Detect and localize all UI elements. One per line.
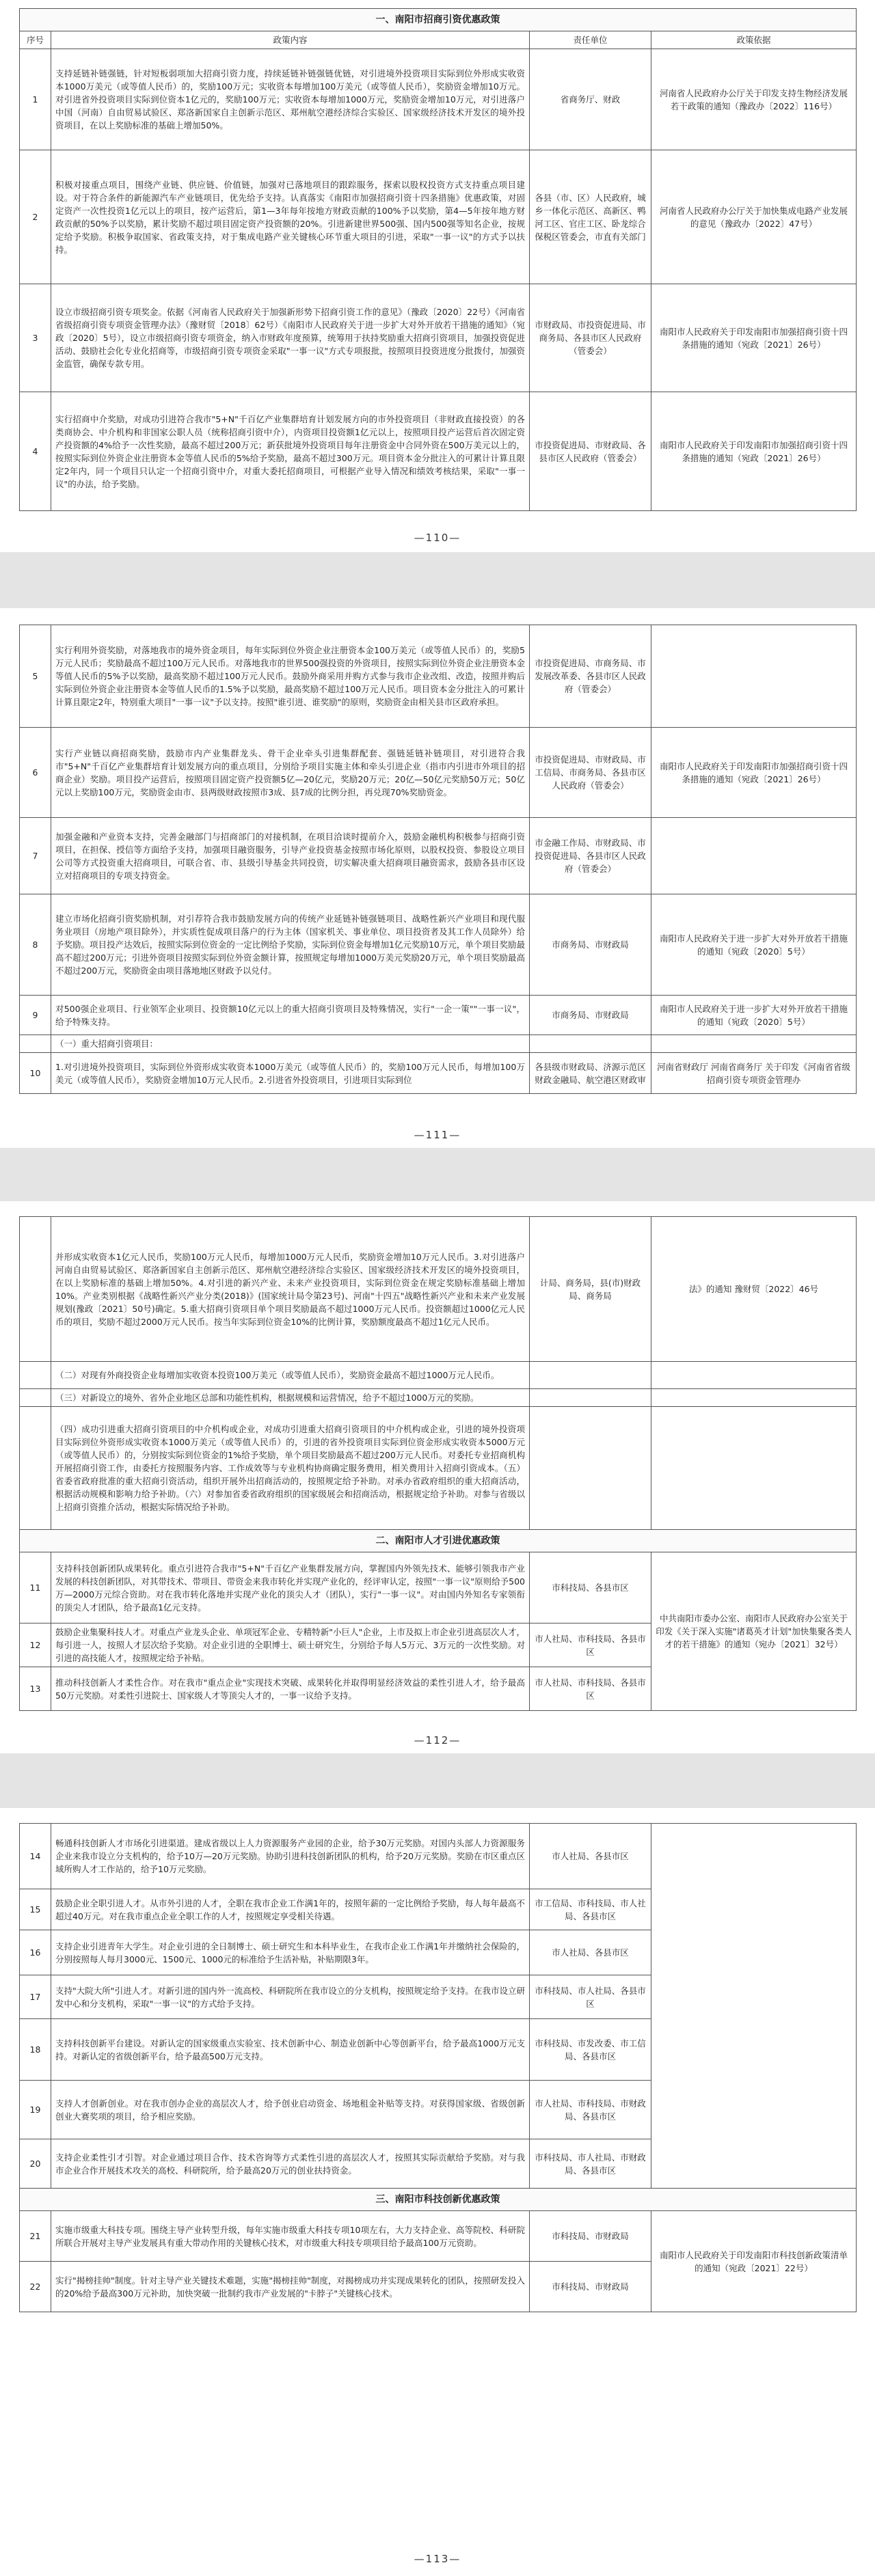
row-no: 8 (20, 894, 51, 996)
row-unit: 计局、商务局，县(市)财政局、商务局 (530, 1217, 651, 1362)
row-basis: 法》的通知 豫财贸〔2022〕46号 (651, 1217, 857, 1362)
row-unit (530, 1407, 651, 1530)
row-content: 实行"揭榜挂帅"制度。针对主导产业关键技术难题，实施"揭榜挂帅"制度，对揭榜成功并实现成果转化的团队，按照研发投入的20%给予最高300万元补助，加快突破一批制约我市产业发展的"卡脖子"关键核心技术。 (51, 2262, 530, 2312)
row-basis (651, 1035, 857, 1053)
row-no: 4 (20, 392, 51, 511)
row-basis: 南阳市人民政府关于进一步扩大对外开放若干措施的通知（宛政〔2020〕5号） (651, 996, 857, 1035)
row-basis (651, 1362, 857, 1389)
row-content: 对500强企业项目、行业领军企业项目、投资额10亿元以上的重大招商引资项目及特殊情况，实行"一企一策""一事一议"，给予特殊支持。 (51, 996, 530, 1035)
table-row (20, 894, 857, 996)
policy-table (19, 625, 857, 1094)
row-content: 支持企业引进青年大学生。对企业引进的全日制博士、硕士研究生和本科毕业生，在我市企业工作满1年并缴纳社会保险的，分别按照每人每月3000元、1500元、1000元的标准给予生活补贴，补贴期限3年。 (51, 1930, 530, 1975)
row-basis: 中共南阳市委办公室、南阳市人民政府办公室关于印发《关于深入实施"诸葛英才计划"加快集聚各类人才的若干措施》的通知（宛办〔2021〕32号） (651, 1552, 857, 1711)
row-unit: 市人社局、市科技局、市财政局、各县市区 (530, 2081, 651, 2139)
row-no: 14 (20, 1824, 51, 1889)
row-unit: 市商务局、市财政局 (530, 996, 651, 1035)
row-content: 并形成实收资本1亿元人民币，奖励100万元人民币，每增加1000万元人民币，奖励资金增加10万元人民币。3.对引进落户河南自由贸易试验区、郑洛新国家自主创新示范区、郑州航空港经济综合实验区、国家级经济技术开发区的境外投资项目，在以上奖励标准的基础上增加50%。4.对引进的新兴产业、未来产业投资项目，实际到位资金在规定奖励标准基础上增加10%。产业类别根据《战略性新兴产业分类(2018)》(国家统计局令第23号)、河南"十四五"战略性新兴产业和未来产业发展规划(豫政〔2021〕50号)确定。5.重大招商引资项目单个项目奖励最高不超过1000万元人民币。投资额超过1000亿元人民币的项目，奖励不超过2000万元人民币。按当年实际到位资金10%的比例计算，奖励额度最高不超过1亿元人民币。 (51, 1217, 530, 1362)
row-no: 17 (20, 1975, 51, 2019)
page-number: —111— (414, 1129, 461, 1141)
row-unit: 市人社局、各县市区 (530, 1930, 651, 1975)
row-basis (651, 1407, 857, 1530)
row-content: 设立市级招商引资专项奖金。依据《河南省人民政府关于加强新形势下招商引资工作的意见》（豫政〔2020〕22号）《河南省省级招商引资专项资金管理办法》（豫财贸〔2018〕62号）《南阳市人民政府关于进一步扩大对外开放若干措施的通知》（宛政〔2020〕5号），设立市级招商引资专项资金，纳入市财政年度预算，统筹用于扶持奖励重大招商引资项目，加强投资促进活动、鼓励社会化专业化招商等，市级招商引资专项资金采取"一事一议"方式专项报批，按照项目投资进度分批拨付，加强资金监管，确保专款专用。 (51, 284, 530, 392)
row-no: 3 (20, 284, 51, 392)
row-content: （三）对新设立的境外、省外企业地区总部和功能性机构，根据规模和运营情况，给予不超过1000万元的奖励。 (51, 1389, 530, 1407)
row-no (20, 1217, 51, 1362)
row-content: 实行招商中介奖励，对成功引进符合我市"5+N"千百亿产业集群培育计划发展方向的市外投资项目（非财政直接投资）的各类商协会、中介机构和非国家公职人员（统称招商引资中介），内资项目投资额1亿元以上，按照项目投产运营后首次固定资产投资额的4%给予一次性奖励，最高不超过200万元；新获批境外投资项目每年注册资金中合同外资在500万美元以上的，按照实际到位外资企业注册资本金等值人民币的5%给予奖励，最高不超过300万元。项目资本金分批注入的可累计计算且限定2年内，同一个项目只认定一个招商引资中介，对重大委托招商项目，可根据产业导入情况和绩效考核结果，采取"一事一议"的办法，给予奖励。 (51, 392, 530, 511)
table-row (20, 1217, 857, 1362)
table-row (20, 1035, 857, 1053)
row-unit: 市投资促进局、市商务局、市发展改革委、各县市区人民政府（管委会） (530, 625, 651, 728)
row-no (20, 1407, 51, 1530)
row-no: 11 (20, 1552, 51, 1623)
row-unit: 市科技局、各县市区 (530, 1552, 651, 1623)
document-page-111 (0, 608, 875, 1148)
row-no: 13 (20, 1667, 51, 1711)
row-no: 19 (20, 2081, 51, 2139)
table-row (20, 392, 857, 511)
table-row (20, 284, 857, 392)
row-unit: 市财政局、市投资促进局、市商务局、各县市区人民政府（管委会） (530, 284, 651, 392)
page-number: —112— (414, 1734, 461, 1746)
row-unit: 市科技局、市发改委、市工信局、各县市区 (530, 2019, 651, 2081)
row-content: 鼓励企业集聚科技人才。对重点产业龙头企业、单项冠军企业、专精特新"小巨人"企业，上市及拟上市企业引进高层次人才，每引进一人，按照人才层次给予奖励。对企业引进的全职博士、硕士研究生，分别给予每人5万元、3万元的一次性奖励。对引进的高技能人才，按照规定给予补贴。 (51, 1623, 530, 1667)
header-basis: 政策依据 (651, 31, 857, 49)
row-content: 支持科技创新平台建设。对新认定的国家级重点实验室、技术创新中心、制造业创新中心等创新平台，给予最高1000万元支持。对新认定的省级创新平台，给予最高500万元支持。 (51, 2019, 530, 2081)
row-basis (651, 1824, 857, 2189)
row-unit: 市人社局、市科技局、各县市区 (530, 1623, 651, 1667)
row-basis: 南阳市人民政府关于印发南阳市加强招商引资十四条措施的通知（宛政〔2021〕26号） (651, 392, 857, 511)
row-unit: 市科技局、市财政局 (530, 2262, 651, 2312)
row-content: 实施市级重大科技专项。围绕主导产业转型升级，每年实施市级重大科技专项10项左右，大力支持企业、高等院校、科研院所联合开展对主导产业发展具有重大带动作用的关键核心技术，对市级重大科技专项项目给予最高100万元资助。 (51, 2211, 530, 2262)
row-content: 建立市场化招商引资奖励机制，对引荐符合我市鼓励发展方向的传统产业延链补链强链项目、战略性新兴产业项目和现代服务业项目（房地产项目除外），并实质性促成项目落户的行为主体（国家机关、事业单位、项目投资者及其工作人员除外）给予奖励。项目投产达效后，按照实际到位资金的一定比例给予奖励，实际到位资金每增加1亿元奖励10万元，单个项目奖励最高不超过200万元；引进外资项目按照实际到位外资金额计算，按照规定每增加1000万美元奖励20万元，单个项目奖励最高不超过200万元，奖励资金由项目落地地区财政予以兑付。 (51, 894, 530, 996)
row-no: 20 (20, 2139, 51, 2189)
table-row (20, 1362, 857, 1389)
row-content: 积极对接重点项目，围绕产业链、供应链、价值链，加强对已落地项目的跟踪服务，探索以股权投资方式支持重点项目建设。对于符合条件的新能源汽车产业链项目，优先给予支持。认真落实《南阳市加强招商引资十四条措施》优惠政策，对固定资产一次性投资1亿元以上的项目，按产运营后，第1—3年每年按地方财政贡献的100%予以奖励，第4—5年按年地方财政贡献的50%予以奖励，累计奖励不超过项目固定资产投资额的20%。引进新建世界500强、国内500强等知名企业，按规定给予奖励。积极争取国家、省政策支持，对于集成电路产业关键核心环节重大项目的引进，采取"一事一议"的方式予以扶持。 (51, 150, 530, 284)
row-content: 畅通科技创新人才市场化引进渠道。建成省级以上人力资源服务产业园的企业，给予30万元奖励。对国内头部人力资源服务企业来我市设立分支机构的，给予10万—20万元奖励。协助引进科技创新团队的机构，给予20万元奖励。奖励在市区重点区域所购人才工作站的，给予10万元奖励。 (51, 1824, 530, 1889)
header-unit: 责任单位 (530, 31, 651, 49)
row-content: 实行利用外资奖励，对落地我市的境外资金项目，每年实际到位外资企业注册资本金100万美元（或等值人民币）的，奖励5万元人民币；奖励最高不超过100万元人民币。对落地我市的世界500强投资的外资项目，按照实际到位外资企业注册资本金等值人民币的5%予以奖励，最高奖励不超过100万元人民币。鼓励外商采用并购方式参与我市企业改组、改造，按照并购后实际到位外资企业注册资本金等值人民币的1.5%予以奖励，最高奖励不超过100万元人民币。项目资本金分批注入的可累计计算且限定2年，特别重大项目"一事一议"予以支持。按照"谁引进、谁奖励"的原则，奖励资金由相关县市区政府承担。 (51, 625, 530, 728)
row-content: （一）重大招商引资项目： (51, 1035, 530, 1053)
table-header-row (20, 31, 857, 49)
table-row (20, 2211, 857, 2262)
row-basis: 河南省人民政府办公厅关于加快集成电路产业发展的意见（豫政办〔2022〕47号） (651, 150, 857, 284)
row-unit (530, 1035, 651, 1053)
row-basis: 南阳市人民政府关于进一步扩大对外开放若干措施的通知（宛政〔2020〕5号） (651, 894, 857, 996)
row-unit: 市科技局、市人社局、市财政局、各县市区 (530, 2139, 651, 2189)
section-header-row (20, 1530, 857, 1552)
row-content: 实行产业链以商招商奖励，鼓励市内产业集群龙头、骨干企业牵头引进集群配套、强链延链补链项目，对引进符合我市"5+N"千百亿产业集群培育计划发展方向的重点项目，分别给予项目实施主体和牵头引进企业（指市内引进市外项目的招商企业）奖励。项目投产运营后，按照项目固定资产投资额5亿—20亿元，奖励20万元；20亿—50亿元奖励50万元；50亿元以上奖励100万元，奖励资金由市、县两级财政按照市3成、县7成的比例分担，再兑现70%奖励资金。 (51, 728, 530, 818)
document-page-110 (0, 0, 875, 552)
row-basis (651, 818, 857, 894)
row-basis: 南阳市人民政府关于印发南阳市科技创新政策清单的通知（宛政〔2021〕22号） (651, 2211, 857, 2312)
row-basis: 河南省财政厅 河南省商务厅 关于印发《河南省省级招商引资专项资金管理办 (651, 1053, 857, 1094)
table-row (20, 49, 857, 150)
table-row (20, 996, 857, 1035)
row-basis: 南阳市人民政府关于印发南阳市加强招商引资十四条措施的通知（宛政〔2021〕26号） (651, 284, 857, 392)
section-header-row (20, 2189, 857, 2211)
row-unit: 各县（市、区）人民政府，城乡一体化示范区、高新区、鸭河工区、官庄工区、卧龙综合保税区管委会，市直有关部门 (530, 150, 651, 284)
row-unit: 市投资促进局、市财政局、市工信局、市商务局、各县市区人民政府（管委会） (530, 728, 651, 818)
row-content: （二）对现有外商投资企业每增加实收资本投资100万美元（或等值人民币），奖励资金最高不超过1000万元人民币。 (51, 1362, 530, 1389)
row-no: 15 (20, 1889, 51, 1930)
row-basis (651, 1389, 857, 1407)
row-unit: 市工信局、市科技局、市人社局、各县市区 (530, 1889, 651, 1930)
row-unit: 省商务厅、财政 (530, 49, 651, 150)
table-row (20, 1552, 857, 1623)
row-unit (530, 1362, 651, 1389)
policy-table (19, 1823, 857, 2312)
table-row (20, 150, 857, 284)
section-title: 二、南阳市人才引进优惠政策 (20, 1530, 857, 1552)
table-row (20, 818, 857, 894)
row-unit: 市金融工作局、市财政局、市投资促进局、各县市区人民政府（管委会） (530, 818, 651, 894)
row-no: 10 (20, 1053, 51, 1094)
page-number: —110— (414, 532, 461, 544)
row-content: 加强金融和产业资本支持，完善金融部门与招商部门的对接机制，在项目洽谈时提前介入，鼓励金融机构积极参与招商引资项目，在担保、授信等方面给予支持，加强项目融资服务，引导产业投资基金按照市场化原则，以股权投资、参股设立项目公司等方式投资重大招商项目，可联合省、市、县级引导基金共同投资，切实解决重大招商项目融资需求，鼓励各县市区设立对招商项目的专项支持资金。 (51, 818, 530, 894)
table-row (20, 625, 857, 728)
policy-table (19, 1216, 857, 1711)
document-page-112 (0, 1201, 875, 1753)
row-content: 鼓励企业全职引进人才。从市外引进的人才，全职在我市企业工作满1年的，按照年薪的一定比例给予奖励，每人每年最高不超过40万元。对在我市重点企业全职工作的人才，按照规定享受相关待遇。 (51, 1889, 530, 1930)
section-title: 一、南阳市招商引资优惠政策 (20, 9, 857, 31)
row-unit: 市投资促进局、市财政局、各县市区人民政府（管委会） (530, 392, 651, 511)
row-no: 5 (20, 625, 51, 728)
row-no: 6 (20, 728, 51, 818)
row-no (20, 1035, 51, 1053)
row-content: 支持"大院大所"引进人才。对新引进的国内外一流高校、科研院所在我市设立的分支机构，按照规定给予支持。在我市设立研发中心和分支机构，采取"一事一议"的方式给予支持。 (51, 1975, 530, 2019)
section-title: 三、南阳市科技创新优惠政策 (20, 2189, 857, 2211)
row-unit: 市人社局、各县市区 (530, 1824, 651, 1889)
header-content: 政策内容 (51, 31, 530, 49)
row-unit: 市商务局、市财政局 (530, 894, 651, 996)
row-no: 9 (20, 996, 51, 1035)
row-content: 支持人才创新创业。对在我市创办企业的高层次人才，给予创业启动资金、场地租金补贴等支持。对获得国家级、省级创新创业大赛奖项的项目，给予相应奖励。 (51, 2081, 530, 2139)
row-no: 18 (20, 2019, 51, 2081)
policy-table (19, 8, 857, 511)
row-unit (530, 1389, 651, 1407)
row-content: 1.对引进境外投资项目，实际到位外资形成实收资本1000万美元（或等值人民币）的，奖励100万元人民币，每增加100万美元（或等值人民币），奖励资金增加10万元人民币。2.引进省外投资项目，引进项目实际到位 (51, 1053, 530, 1094)
header-no: 序号 (20, 31, 51, 49)
table-row (20, 1389, 857, 1407)
row-basis: 河南省人民政府办公厅关于印发支持生物经济发展若干政策的通知（豫政办〔2022〕116号） (651, 49, 857, 150)
row-no: 1 (20, 49, 51, 150)
table-row (20, 728, 857, 818)
table-row (20, 1053, 857, 1094)
row-no: 7 (20, 818, 51, 894)
row-no (20, 1362, 51, 1389)
row-no: 21 (20, 2211, 51, 2262)
row-unit: 各县级市财政局、济源示范区财政金融局、航空港区财政审 (530, 1053, 651, 1094)
row-no: 22 (20, 2262, 51, 2312)
row-content: 推动科技创新人才柔性合作。对在我市"重点企业"实现技术突破、成果转化并取得明显经济效益的柔性引进人才，给予最高50万元奖励。对柔性引进院士、国家级人才等顶尖人才的，一事一议给予支持。 (51, 1667, 530, 1711)
row-no: 16 (20, 1930, 51, 1975)
section-header-row (20, 9, 857, 31)
row-basis: 南阳市人民政府关于印发南阳市加强招商引资十四条措施的通知（宛政〔2021〕26号） (651, 728, 857, 818)
table-row (20, 1824, 857, 1889)
table-row (20, 1407, 857, 1530)
row-unit: 市人社局、市科技局、各县市区 (530, 1667, 651, 1711)
document-page-113 (0, 1808, 875, 2576)
row-content: （四）成功引进重大招商引资项目的中介机构或企业，对成功引进重大招商引资项目的中介机构或企业，引进的境外投资项目实际到位外资形成实收资本1000万美元（或等值人民币）的，引进的省外投资项目实际到位资金形成实收资本5000万元（或等值人民币）的，分别按实际到位资金的1%给予奖励，单个项目奖励最高不超过200万元人民币。对委托专业招商机构开展招商引资工作，由委托方按照服务内容、工作成效等与专业机构协商确定服务费用，相关费用计入招商引资成本。（五）省委省政府批准的重大招商引资活动，组织开展外出招商活动的，按照规定给予补助。对承办省政府组织的重大招商活动，根据活动规模和影响力给予补助。（六）对参加省委省政府组织的国家级展会和招商活动，根据规定给予补助。对参与省级以上招商引资推介活动，根据实际情况给予补助。 (51, 1407, 530, 1530)
page-number: —113— (414, 2553, 461, 2565)
row-no: 12 (20, 1623, 51, 1667)
row-basis (651, 625, 857, 728)
row-content: 支持延链补链强链，针对短板弱项加大招商引资力度，持续延链补链强链优链，对引进境外投资项目实际到位外形成实收资本1000万美元（或等值人民币）的，奖励100万元；实收资本每增加100万美元（或等值人民币），奖励资金增加10万元。对引进省外投资项目实际到位资本1亿元的，奖励100万元；实收资本每增加1000万元，奖励资金增加10万元，对引进落户中国（河南）自由贸易试验区、郑洛新国家自主创新示范区、郑州航空港经济综合实验区、国家级经济技术开发区的境外投资项目，在以上奖励标准的基础上增加50%。 (51, 49, 530, 150)
row-content: 支持企业柔性引才引智。对企业通过项目合作、技术咨询等方式柔性引进的高层次人才，按照其实际贡献给予奖励。对与我市企业合作开展技术攻关的高校、科研院所，给予最高20万元的创业扶持资金。 (51, 2139, 530, 2189)
row-no: 2 (20, 150, 51, 284)
row-content: 支持科技创新团队成果转化。重点引进符合我市"5+N"千百亿产业集群发展方向，掌握国内外领先技术、能够引领我市产业发展的科技创新团队，对其带技术、带项目、带资金来我市转化并实现产业化的，经评审认定，按照"一事一议"原则给予500万—2000万元综合资助。对在我市转化落地并实现产业化的顶尖人才（团队），实行"一事一议"。对由国内外知名专家领衔的顶尖人才团队，给予最高1亿元支持。 (51, 1552, 530, 1623)
row-unit: 市科技局、市人社局、各县市区 (530, 1975, 651, 2019)
row-unit: 市科技局、市财政局 (530, 2211, 651, 2262)
row-no (20, 1389, 51, 1407)
